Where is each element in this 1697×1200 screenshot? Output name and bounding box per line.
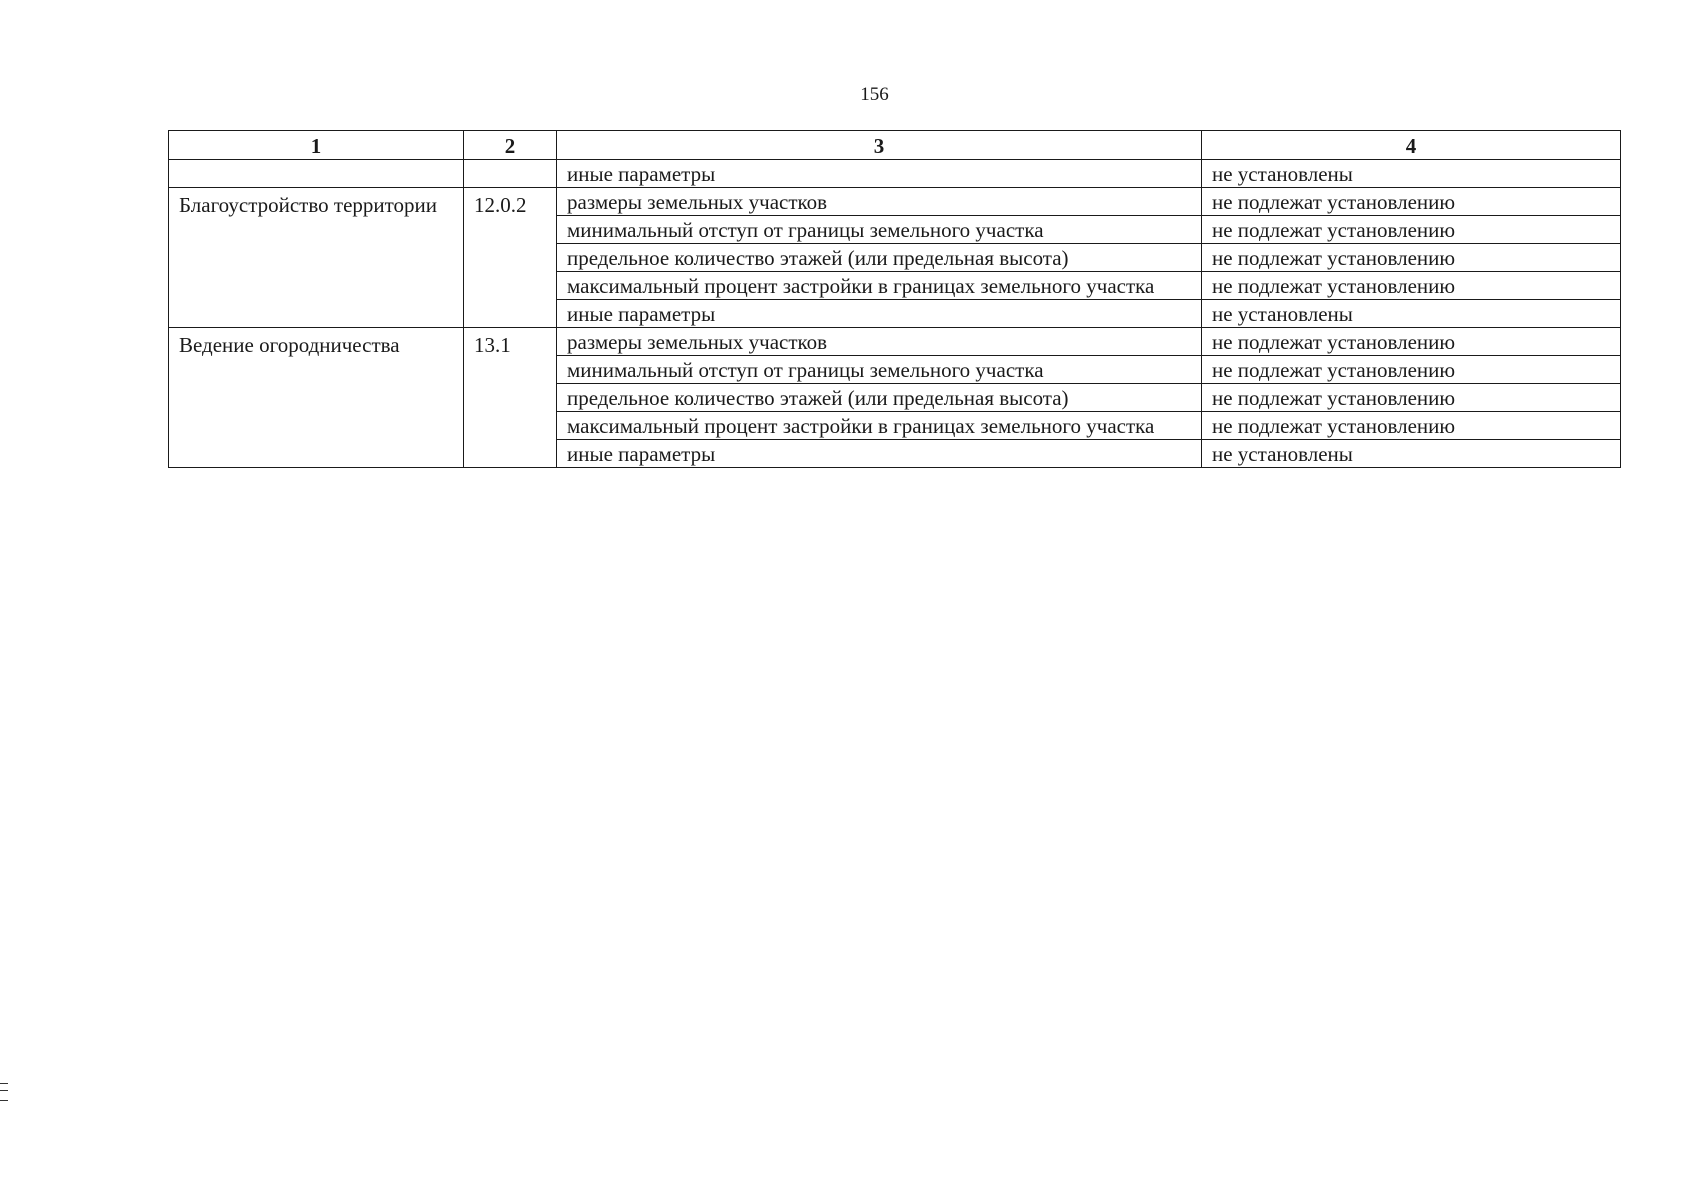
value-cell: не подлежат установлению (1202, 384, 1621, 412)
column-header-1: 1 (169, 131, 464, 160)
empty-cell (464, 160, 557, 188)
parameter-cell: иные параметры (557, 300, 1202, 328)
parameters-table (168, 130, 1621, 468)
parameter-cell: максимальный процент застройки в границах земельного участка (557, 412, 1202, 440)
parameter-cell: размеры земельных участков (557, 328, 1202, 356)
land-use-name-cell: Благоустройство территории (169, 188, 464, 328)
parameter-cell: максимальный процент застройки в границах земельного участка (557, 272, 1202, 300)
table-row (169, 160, 1621, 188)
parameter-cell: предельное количество этажей (или предельная высота) (557, 244, 1202, 272)
land-use-name-cell: Ведение огородничества (169, 328, 464, 468)
land-use-code-cell: 13.1 (464, 328, 557, 468)
scan-edge-mark (0, 1083, 8, 1101)
value-cell: не подлежат установлению (1202, 412, 1621, 440)
table-header-row (169, 131, 1621, 160)
value-cell: не установлены (1202, 160, 1621, 188)
table-row (169, 188, 1621, 216)
value-cell: не подлежат установлению (1202, 216, 1621, 244)
value-cell: не установлены (1202, 300, 1621, 328)
parameter-cell: минимальный отступ от границы земельного участка (557, 356, 1202, 384)
value-cell: не установлены (1202, 440, 1621, 468)
parameter-cell: иные параметры (557, 440, 1202, 468)
parameter-cell: минимальный отступ от границы земельного участка (557, 216, 1202, 244)
value-cell: не подлежат установлению (1202, 188, 1621, 216)
empty-cell (169, 160, 464, 188)
page-number: 156 (860, 84, 889, 105)
parameter-cell: иные параметры (557, 160, 1202, 188)
column-header-4: 4 (1202, 131, 1621, 160)
parameter-cell: предельное количество этажей (или предельная высота) (557, 384, 1202, 412)
parameter-cell: размеры земельных участков (557, 188, 1202, 216)
column-header-2: 2 (464, 131, 557, 160)
table-row (169, 328, 1621, 356)
land-use-code-cell: 12.0.2 (464, 188, 557, 328)
value-cell: не подлежат установлению (1202, 272, 1621, 300)
value-cell: не подлежат установлению (1202, 328, 1621, 356)
column-header-3: 3 (557, 131, 1202, 160)
value-cell: не подлежат установлению (1202, 244, 1621, 272)
value-cell: не подлежат установлению (1202, 356, 1621, 384)
